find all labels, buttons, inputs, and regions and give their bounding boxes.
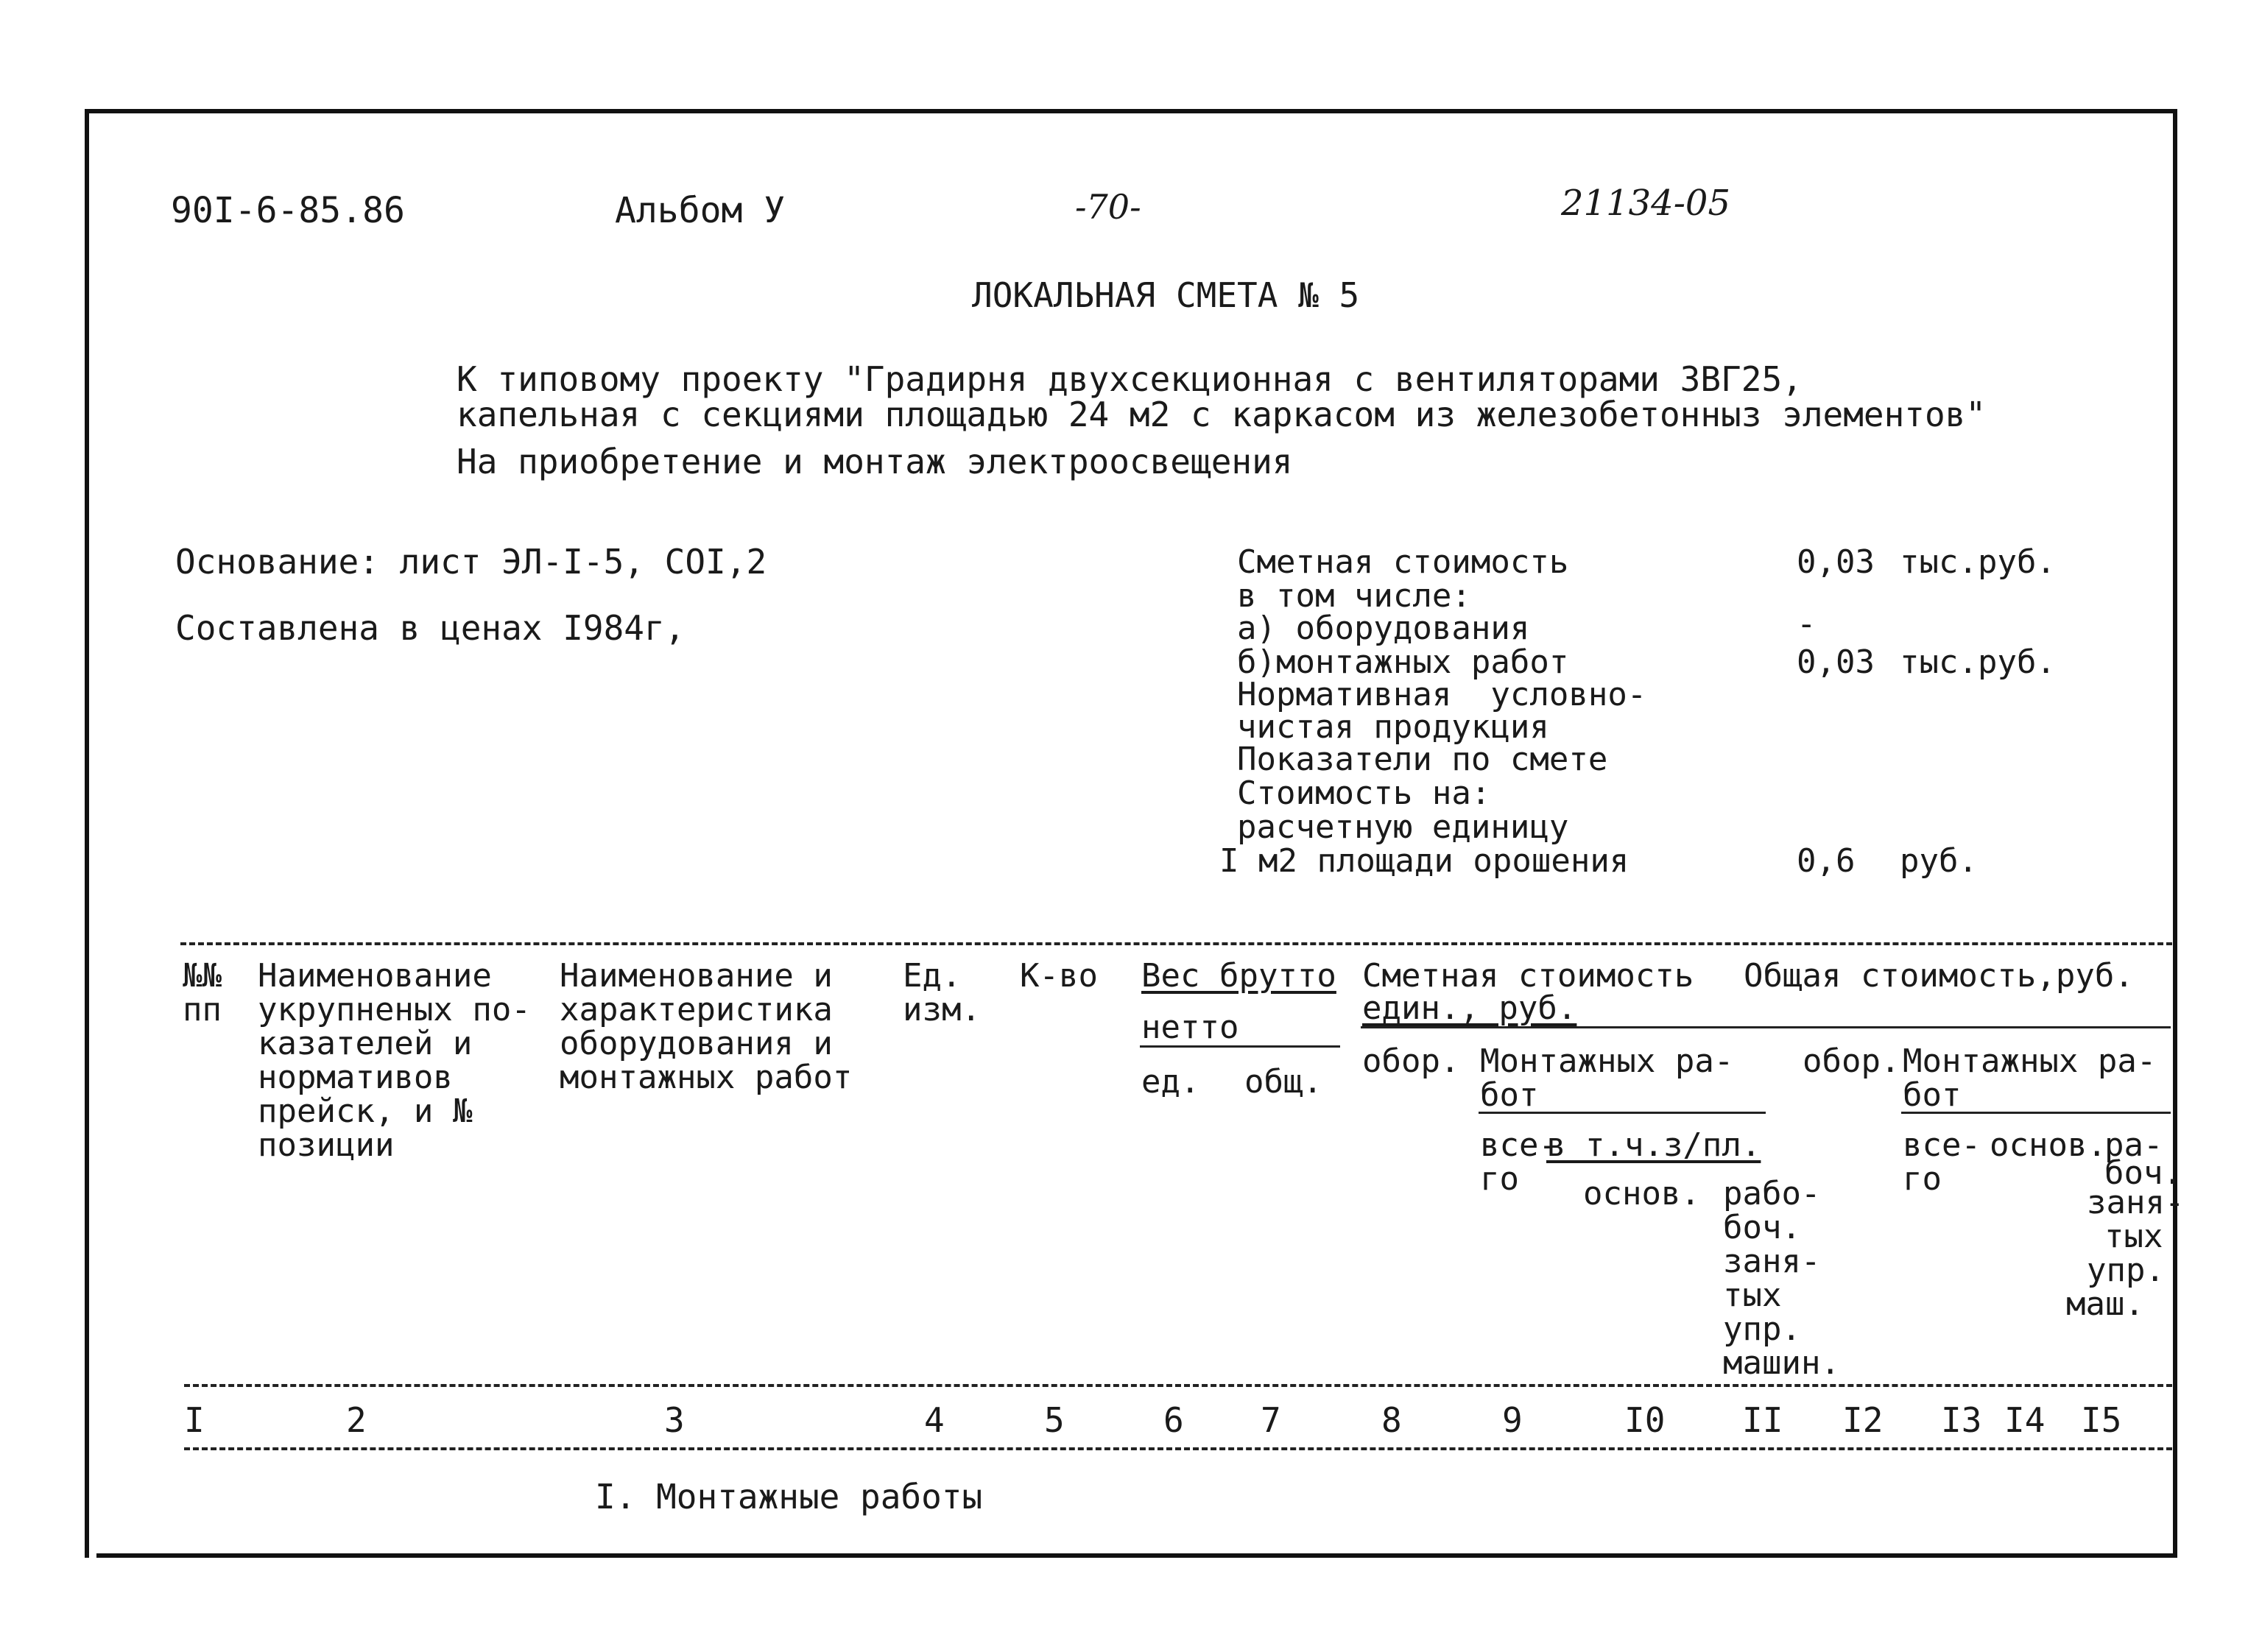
project-line-2: капельная с секциями площадью 24 м2 с каркасом из железобетонныз элементов": [457, 395, 1987, 434]
summary-unit: тыс.руб.: [1900, 643, 2056, 681]
col-quantity-header: К-во: [1020, 957, 1098, 995]
col-unit-header: изм.: [903, 991, 981, 1028]
col-indicators-header: укрупненых по-: [258, 991, 531, 1028]
column-number: 5: [1044, 1400, 1065, 1440]
project-line-3: На приобретение и монтаж электроосвещения: [457, 442, 1293, 481]
album-label: Альбом У: [615, 190, 786, 231]
column-number: II: [1742, 1400, 1783, 1440]
summary-value: -: [1797, 605, 1817, 643]
basic-wages-header: основ.: [1583, 1175, 1700, 1212]
overall-machine-header: заня-: [2087, 1184, 2185, 1221]
col-indicators-header: прейск, и №: [258, 1092, 473, 1130]
machine-workers-header: рабо-: [1723, 1175, 1821, 1212]
frame-right-border: [2173, 109, 2177, 1558]
mount-divider: [1479, 1112, 1766, 1114]
table-top-rule: [180, 942, 2172, 945]
column-number: I: [184, 1400, 205, 1440]
summary-unit: тыс.руб.: [1900, 543, 2056, 581]
col-unit-header: Ед.: [903, 957, 962, 995]
overall-mount-header: бот: [1903, 1076, 1962, 1114]
summary-label: б)монтажных работ: [1237, 643, 1569, 681]
unit-cost-header: Сметная стоимость: [1362, 957, 1694, 995]
machine-workers-header: заня-: [1723, 1243, 1821, 1280]
summary-value: 0,6: [1797, 842, 1856, 880]
machine-workers-header: тых: [1723, 1277, 1782, 1314]
unit-mount-header: Монтажных ра-: [1480, 1042, 1734, 1080]
overall-total-header: все-: [1903, 1126, 1981, 1164]
machine-workers-header: упр.: [1723, 1310, 1801, 1348]
weight-total-header: общ.: [1244, 1063, 1322, 1101]
weight-gross-header: Вес брутто: [1141, 957, 1336, 995]
frame-left-border: [85, 109, 89, 1558]
overall-machine-header: ра-: [2104, 1126, 2163, 1164]
weight-divider: [1140, 1045, 1340, 1048]
summary-label: Сметная стоимость: [1237, 543, 1569, 581]
column-number: I5: [2081, 1400, 2122, 1440]
column-number: 9: [1502, 1400, 1523, 1440]
summary-label: а) оборудования: [1237, 610, 1530, 647]
summary-label: Стоимость на:: [1237, 774, 1491, 812]
overall-mount-divider: [1901, 1112, 2171, 1114]
column-number: I0: [1624, 1400, 1666, 1440]
col-equipment-header: оборудования и: [560, 1025, 833, 1062]
unit-cost-subheader: един., руб.: [1362, 989, 1577, 1027]
summary-label: чистая продукция: [1237, 708, 1549, 746]
prices-text: Составлена в ценах I984г,: [175, 608, 686, 648]
summary-label: в том числе:: [1237, 577, 1471, 615]
summary-unit: руб.: [1900, 842, 1978, 880]
frame-bottom-border: [96, 1553, 2177, 1558]
overall-basic-header: основ.: [1990, 1126, 2107, 1164]
col-number-header: пп: [183, 991, 222, 1028]
document-code: 90I-6-85.86: [171, 190, 405, 231]
col-equipment-header: Наименование и: [560, 957, 833, 995]
column-number: 3: [664, 1400, 685, 1440]
column-number: 6: [1163, 1400, 1184, 1440]
summary-label: расчетную единицу: [1237, 808, 1569, 846]
column-number: I4: [2004, 1400, 2046, 1440]
machine-workers-header: боч.: [1723, 1209, 1801, 1246]
summary-label: I м2 площади орошения: [1219, 842, 1629, 880]
page-number: -70-: [1075, 187, 1141, 227]
col-equipment-header: характеристика: [560, 991, 833, 1028]
column-number: I2: [1842, 1400, 1884, 1440]
overall-total-header: го: [1903, 1160, 1942, 1198]
overall-machine-header: боч.: [2104, 1154, 2182, 1192]
unit-total-header: все-: [1480, 1126, 1558, 1164]
overall-machine-header: тых: [2104, 1218, 2163, 1255]
archive-number: 21134-05: [1561, 183, 1730, 224]
overall-equipment-header: обор.: [1803, 1042, 1900, 1080]
summary-value: 0,03: [1797, 543, 1875, 581]
summary-value: 0,03: [1797, 643, 1875, 681]
col-equipment-header: монтажных работ: [560, 1059, 853, 1096]
column-number: 8: [1381, 1400, 1402, 1440]
col-indicators-header: Наименование: [258, 957, 492, 995]
col-indicators-header: позиции: [258, 1126, 395, 1164]
column-number: 4: [924, 1400, 945, 1440]
overall-cost-header: Общая стоимость,руб.: [1744, 957, 2134, 995]
section-title: I. Монтажные работы: [595, 1477, 983, 1517]
weight-unit-header: ед.: [1141, 1063, 1200, 1101]
wages-header: в т.ч.з/пл.: [1546, 1126, 1761, 1164]
summary-label: Нормативная условно-: [1237, 676, 1647, 713]
unit-equipment-header: обор.: [1362, 1042, 1460, 1080]
basis-text: Основание: лист ЭЛ-I-5, COI,2: [175, 542, 767, 582]
column-number: 7: [1261, 1400, 1281, 1440]
cost-divider: [1361, 1026, 2171, 1028]
project-line-1: К типовому проекту "Градирня двухсекционная с вентиляторами ЗВГ25,: [457, 359, 1803, 399]
overall-mount-header: Монтажных ра-: [1903, 1042, 2157, 1080]
frame-top-border: [85, 109, 2177, 113]
unit-total-header: го: [1480, 1160, 1519, 1198]
overall-machine-header: маш.: [2066, 1285, 2144, 1323]
column-number: 2: [346, 1400, 367, 1440]
col-indicators-header: нормативов: [258, 1059, 453, 1096]
weight-net-header: нетто: [1141, 1009, 1239, 1046]
page-title: ЛОКАЛЬНАЯ СМЕТА № 5: [972, 275, 1360, 315]
header-bottom-rule: [184, 1384, 2172, 1387]
col-number-header: №№: [183, 957, 222, 995]
column-number: I3: [1941, 1400, 1982, 1440]
summary-label: Показатели по смете: [1237, 741, 1608, 778]
unit-mount-header: бот: [1480, 1076, 1539, 1114]
machine-workers-header: машин.: [1723, 1344, 1840, 1382]
col-indicators-header: казателей и: [258, 1025, 473, 1062]
numbers-bottom-rule: [184, 1447, 2172, 1450]
overall-machine-header: упр.: [2087, 1252, 2165, 1289]
